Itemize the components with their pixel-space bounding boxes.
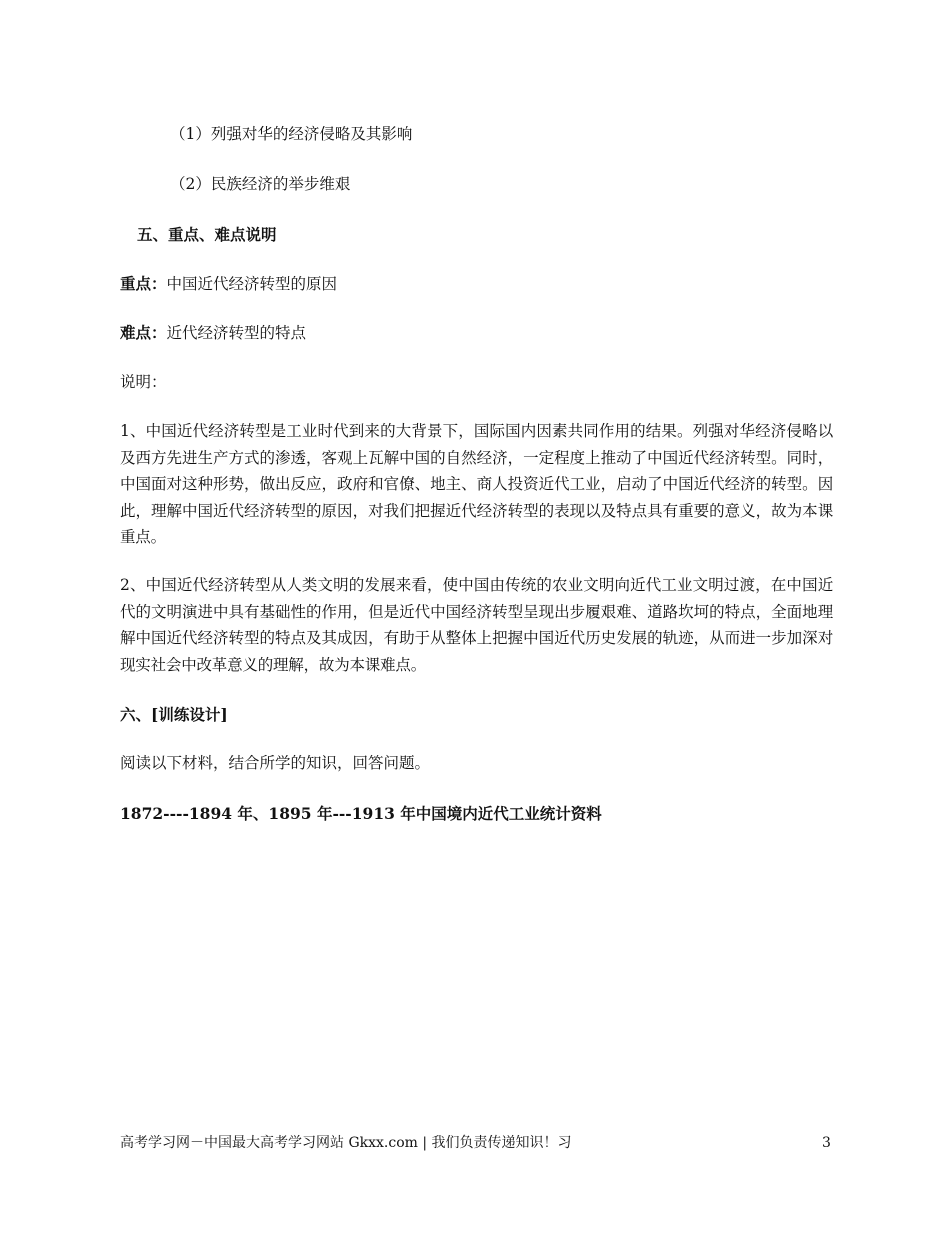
explanation-paragraph-2: 2、中国近代经济转型从人类文明的发展来看，使中国由传统的农业文明向近代工业文明过渡，在中国近代的文明演进中具有基础性的作用，但是近代中国经济转型呈现出步履艰难、道路坎坷的特点，全面地理解中国近代经济转型的特点及其成因，有助于从整体上把握中国近代历史发展的轨迹，从而进一步加深对现实社会中改革意义的理解，故为本课难点。 bbox=[120, 576, 833, 674]
key-point-text: 中国近代经济转型的原因 bbox=[166, 275, 338, 293]
section-heading-6: 六、[训练设计] bbox=[120, 705, 228, 724]
page-number: 3 bbox=[822, 1135, 831, 1151]
difficult-point-line bbox=[120, 319, 306, 347]
explanation-label: 说明： bbox=[120, 373, 167, 391]
difficult-point-text: 近代经济转型的特点 bbox=[166, 324, 307, 342]
key-point-label: 重点： bbox=[120, 274, 167, 293]
explanation-paragraph-1: 1、中国近代经济转型是工业时代到来的大背景下，国际国内因素共同作用的结果。列强对华经济侵略以及西方先进生产方式的渗透，客观上瓦解中国的自然经济，一定程度上推动了中国近代经济转型。同时，中国面对这种形势，做出反应，政府和官僚、地主、商人投资近代工业，启动了中国近代经济的转型。因此，理解中国近代经济转型的原因，对我们把握近代经济转型的表现以及特点具有重要的意义，故为本课重点。 bbox=[120, 422, 833, 546]
section-heading-5: 五、重点、难点说明 bbox=[137, 225, 277, 244]
material-title: 1872----1894 年、1895 年---1913 年中国境内近代工业统计资料 bbox=[120, 804, 602, 823]
difficult-point-label: 难点： bbox=[120, 323, 167, 342]
key-point-line bbox=[120, 270, 337, 298]
outline-item-2: （2）民族经济的举步维艰 bbox=[170, 175, 351, 193]
page-footer: 高考学习网－中国最大高考学习网站 Gkxx.com | 我们负责传递知识！习 bbox=[120, 1135, 572, 1151]
outline-item-1: （1）列强对华的经济侵略及其影响 bbox=[170, 125, 413, 143]
exercise-instruction: 阅读以下材料，结合所学的知识，回答问题。 bbox=[120, 754, 431, 772]
